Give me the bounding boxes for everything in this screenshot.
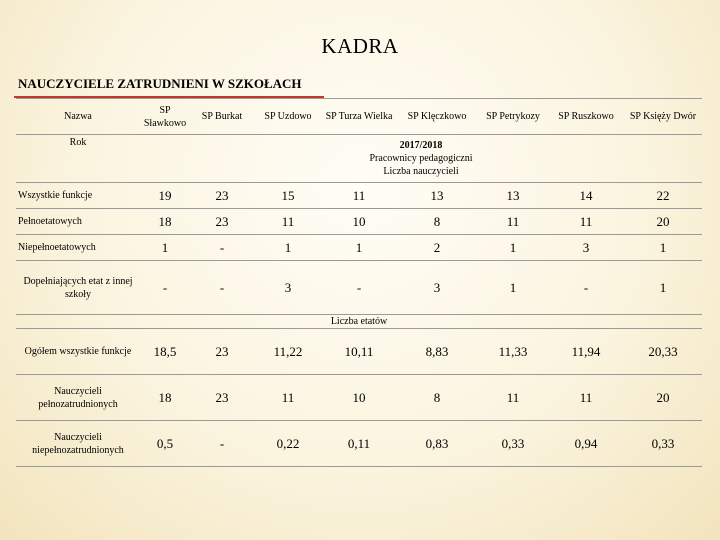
row-label: Ogółem wszystkie funkcje [16,329,140,375]
table-cell: 20 [624,375,702,421]
table-cell: - [190,235,254,261]
year-block [140,135,702,183]
table-cell: 10 [322,375,396,421]
table-cell: 10,11 [322,329,396,375]
table-cell: 1 [254,235,322,261]
table-cell: - [190,421,254,467]
column-header-name: Nazwa [16,99,140,135]
column-header-school: SP Ruszkowo [548,99,624,135]
slide-title: KADRA [321,34,399,58]
table-row [16,375,702,421]
table-cell: 0,94 [548,421,624,467]
column-header-school: SP Burkat [190,99,254,135]
table-cell: 0,33 [624,421,702,467]
table-cell: 8 [396,209,478,235]
table-cell: 18,5 [140,329,190,375]
table-row [16,183,702,209]
table-cell: 23 [190,329,254,375]
column-header-school: SP Księży Dwór [624,99,702,135]
table-row [16,261,702,315]
table-cell: 11 [548,375,624,421]
table-cell: 11 [478,375,548,421]
column-header-school: SP Sławkowo [140,99,190,135]
row-label: Nauczycieli pełnozatrudnionych [16,375,140,421]
table-cell: 20,33 [624,329,702,375]
header-row-fte [16,315,702,329]
table-cell: 0,33 [478,421,548,467]
table-cell: 1 [140,235,190,261]
table-cell: 8,83 [396,329,478,375]
row-label: Dopełniających etat z innej szkoły [16,261,140,315]
table-cell: 23 [190,183,254,209]
staff-table [16,98,702,467]
table-cell: 11,94 [548,329,624,375]
table-cell: 18 [140,375,190,421]
table-cell: 3 [254,261,322,315]
table-cell: 3 [548,235,624,261]
table-cell: 0,11 [322,421,396,467]
table-row [16,421,702,467]
table-cell: 0,5 [140,421,190,467]
table-cell: - [190,261,254,315]
table-cell: 18 [140,209,190,235]
table-cell: 1 [624,261,702,315]
table-cell: 10 [322,209,396,235]
table-cell: 11 [254,375,322,421]
row-label: Niepełnoetatowych [16,235,140,261]
subheading-staff: Pracownicy pedagogiczni [369,153,473,164]
row-header-year: Rok [16,135,140,183]
table-cell: 15 [254,183,322,209]
table-cell: 11 [322,183,396,209]
header-row-year [16,135,702,183]
table-cell: 20 [624,209,702,235]
table-cell: 2 [396,235,478,261]
table-row [16,329,702,375]
table-cell: 1 [624,235,702,261]
table-cell: 11,22 [254,329,322,375]
table-cell: 11 [254,209,322,235]
row-label: Wszystkie funkcje [16,183,140,209]
table-cell: 11,33 [478,329,548,375]
table-cell: 23 [190,375,254,421]
table-cell: 22 [624,183,702,209]
row-label: Nauczycieli niepełnozatrudnionych [16,421,140,467]
table-cell: 19 [140,183,190,209]
table-cell: 13 [478,183,548,209]
table-cell: - [322,261,396,315]
table-cell: 0,22 [254,421,322,467]
table-cell: 3 [396,261,478,315]
table-cell: - [548,261,624,315]
column-header-school: SP Petrykozy [478,99,548,135]
column-header-school: SP Klęczkowo [396,99,478,135]
table-cell: 14 [548,183,624,209]
table-cell: 11 [478,209,548,235]
table-cell: 0,83 [396,421,478,467]
table-cell: 1 [478,235,548,261]
table-cell: 23 [190,209,254,235]
section-heading: NAUCZYCIELE ZATRUDNIENI W SZKOŁACH [18,76,302,91]
column-header-school: SP Uzdowo [254,99,322,135]
table-cell: 13 [396,183,478,209]
column-header-school: SP Turza Wielka [322,99,396,135]
table-row [16,209,702,235]
table-cell: 1 [322,235,396,261]
subheading-fte: Liczba etatów [16,315,702,329]
table-cell: - [140,261,190,315]
table-cell: 1 [478,261,548,315]
subheading-teachers: Liczba nauczycieli [383,166,459,177]
table-cell: 11 [548,209,624,235]
row-label: Pełnoetatowych [16,209,140,235]
table-cell: 8 [396,375,478,421]
table-row [16,235,702,261]
year-value: 2017/2018 [399,140,443,151]
header-row-schools [16,99,702,135]
